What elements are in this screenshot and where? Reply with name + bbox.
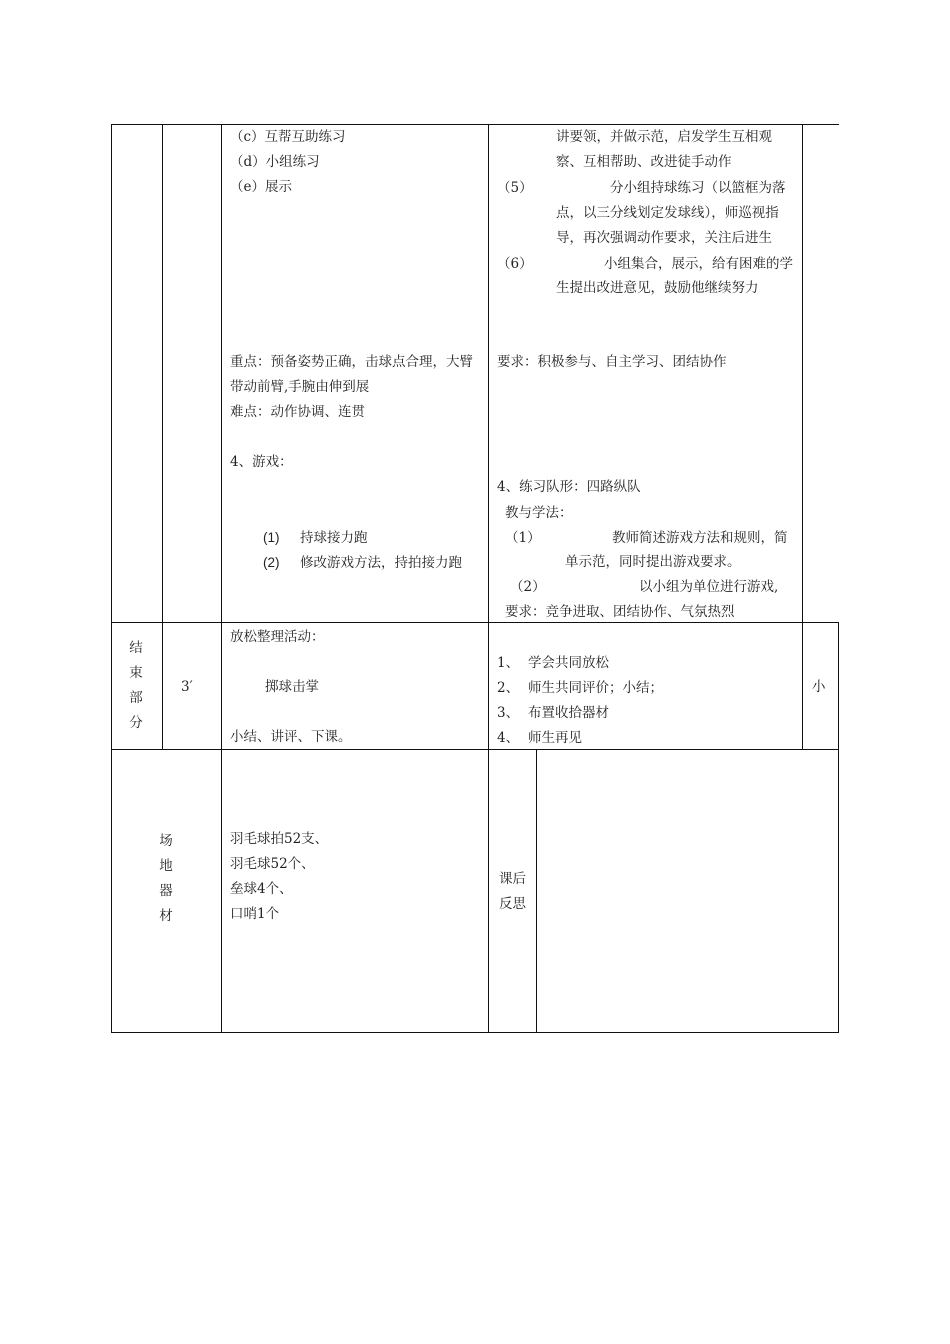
content-line-c: （c）互帮互助练习 (230, 129, 346, 145)
game-method-2-line-1: 以小组为单位进行游戏, (639, 579, 779, 595)
col-line-4 (488, 124, 489, 1033)
end-last-col-text: 小 (812, 679, 826, 695)
step6-line-2: 生提出改进意见，鼓励他继续努力 (556, 280, 759, 296)
equipment-label-char-4: 材 (159, 908, 173, 924)
end-step-1-num: 1、 (497, 655, 520, 671)
end-label-char-4: 分 (129, 715, 143, 731)
relax-activity-title: 放松整理活动： (230, 629, 325, 645)
equipment-label (156, 829, 176, 929)
game-item-2-text: 修改游戏方法，持拍接力跑 (300, 555, 462, 571)
end-step-3-num: 3、 (497, 705, 520, 721)
end-step-4-num: 4、 (497, 730, 520, 746)
key-point-line2: 带动前臂,手腕由伸到展 (230, 379, 370, 395)
end-section-time: 3′ (181, 679, 193, 695)
step6-line-1: 小组集合，展示，给有困难的学 (604, 256, 793, 272)
game-method-1-line-1: 教师简述游戏方法和规则，简 (612, 530, 788, 546)
reflection-label-line-1: 课后 (499, 871, 526, 887)
content-line-e: （e）展示 (230, 179, 292, 195)
requirement-text: 要求：积极参与、自主学习、团结协作 (497, 354, 727, 370)
game-item-1-text: 持球接力跑 (300, 530, 368, 546)
col-line-reflection (536, 749, 537, 1033)
col-line-2 (162, 124, 163, 750)
end-label-char-3: 部 (129, 690, 143, 706)
equipment-item-2: 羽毛球52个、 (230, 856, 315, 872)
game-method-2-line-2: 要求：竞争进取、团结协作、气氛热烈 (505, 604, 735, 620)
end-step-4-text: 师生再见 (528, 730, 582, 746)
game-method-1-num: （1） (505, 530, 541, 546)
method-line-2: 察、互相帮助、改进徒手动作 (556, 154, 732, 170)
game-item-1-num: (1) (263, 530, 280, 545)
method-line-1: 讲要领，并做示范，启发学生互相观 (556, 129, 772, 145)
reflection-label-line-2: 反思 (499, 896, 526, 912)
step5-line-1: 分小组持球练习（以篮框为落 (610, 180, 786, 196)
relax-activity: 掷球击掌 (265, 679, 319, 695)
teach-learn-label: 教与学法： (505, 505, 573, 521)
game-title: 4、游戏： (230, 454, 293, 470)
end-section-label (126, 636, 146, 736)
equipment-label-char-2: 地 (159, 858, 173, 874)
left-border (111, 124, 112, 1033)
end-step-1-text: 学会共同放松 (528, 655, 609, 671)
equipment-label-char-3: 器 (159, 883, 173, 899)
end-step-2-text: 师生共同评价；小结； (528, 680, 663, 696)
end-label-char-1: 结 (129, 640, 143, 656)
content-line-d: （d）小组练习 (230, 154, 320, 170)
step5-line-3: 导，再次强调动作要求，关注后进生 (556, 230, 772, 246)
col-line-5 (802, 124, 803, 750)
equipment-item-3: 垒球4个、 (230, 881, 293, 897)
formation-text: 4、练习队形：四路纵队 (497, 479, 641, 495)
step6-num: （6） (497, 256, 533, 272)
game-item-2-num: (2) (263, 555, 280, 570)
right-border-lower (838, 622, 839, 1033)
end-step-3-text: 布置收拾器材 (528, 705, 609, 721)
end-label-char-2: 束 (129, 665, 143, 681)
key-point-line1: 重点：预备姿势正确，击球点合理，大臂 (230, 354, 473, 370)
step5-num: （5） (497, 180, 533, 196)
difficulty-point: 难点：动作协调、连贯 (230, 404, 365, 420)
summary-text: 小结、讲评、下课。 (230, 729, 352, 745)
col-line-3 (221, 124, 222, 1033)
end-step-2-num: 2、 (497, 680, 520, 696)
equipment-item-1: 羽毛球拍52支、 (230, 831, 329, 847)
equipment-item-4: 口哨1个 (230, 906, 280, 922)
equipment-label-char-1: 场 (159, 833, 173, 849)
step5-line-2: 点，以三分线划定发球线），师巡视指 (556, 205, 779, 221)
game-method-2-num: （2） (510, 579, 546, 595)
game-method-1-line-2: 单示范，同时提出游戏要求。 (565, 554, 741, 570)
